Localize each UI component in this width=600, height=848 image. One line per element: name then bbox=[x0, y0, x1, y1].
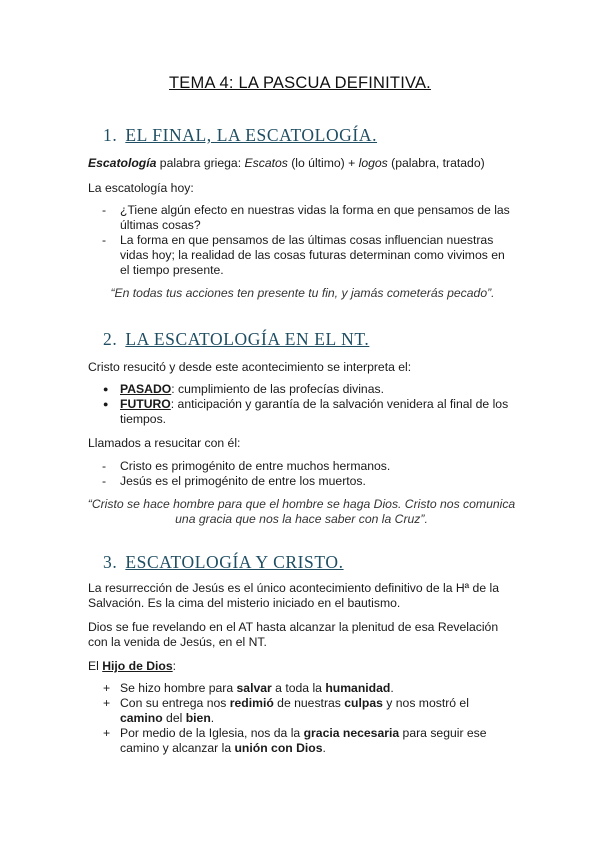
text: . bbox=[210, 711, 215, 725]
dash-marker: - bbox=[102, 459, 107, 473]
hijo-de-dios-intro bbox=[88, 659, 518, 674]
section-2-list bbox=[88, 459, 513, 489]
dash-marker: - bbox=[102, 203, 107, 217]
pasado-term: PASADO bbox=[120, 382, 172, 396]
def-text-a: palabra griega: bbox=[156, 156, 245, 170]
text: Por medio de la Iglesia, nos da la bbox=[120, 726, 304, 740]
list-item bbox=[88, 681, 513, 696]
dash-marker: - bbox=[102, 474, 107, 488]
escatologia-intro: La escatología hoy: bbox=[88, 181, 194, 195]
def-term: Escatología bbox=[88, 156, 157, 170]
section-2-intro: Cristo resucitó y desde este acontecimiento se interpreta el: bbox=[88, 360, 412, 374]
plus-marker: + bbox=[103, 696, 111, 710]
bold-text: bien bbox=[185, 711, 211, 725]
el-text: El bbox=[88, 659, 103, 673]
section-3-paragraph-2: Dios se fue revelando en el AT hasta alcanzar la plenitud de esa Revelación con la venida de Jesús, en el NT. bbox=[88, 620, 499, 649]
section-3-number: 3. bbox=[103, 552, 118, 572]
text: de nuestras bbox=[273, 696, 345, 710]
section-3-list bbox=[88, 681, 513, 756]
section-1-list bbox=[88, 203, 513, 278]
list-item-text: ¿Tiene algún efecto en nuestras vidas la forma en que pensamos de las últimas cosas? bbox=[120, 203, 510, 232]
hijo-de-dios-term: Hijo de Dios bbox=[102, 659, 173, 673]
section-3-paragraph-1: La resurrección de Jesús es el único acontecimiento definitivo de la Hª de la Salvación. Es la cima del misterio iniciado en el bautismo. bbox=[88, 581, 499, 610]
bold-text: redimió bbox=[229, 696, 274, 710]
section-3-title: ESCATOLOGÍA Y CRISTO. bbox=[125, 552, 344, 572]
list-item bbox=[88, 474, 513, 489]
text: del bbox=[162, 711, 186, 725]
text: . bbox=[322, 741, 326, 755]
def-logos: logos bbox=[358, 156, 388, 170]
list-item bbox=[88, 726, 513, 756]
text: a toda la bbox=[271, 681, 326, 695]
section-2-quote: “Cristo se hace hombre para que el hombre se haga Dios. Cristo nos comunica una gracia que nos la hace saber con la Cruz”. bbox=[87, 497, 516, 526]
called-intro: Llamados a resucitar con él: bbox=[88, 436, 241, 450]
list-item bbox=[88, 696, 513, 726]
pasado-text: : cumplimiento de las profecías divinas. bbox=[171, 382, 384, 396]
def-escatos: Escatos bbox=[244, 156, 288, 170]
plus-marker: + bbox=[103, 726, 111, 740]
section-1-quote: “En todas tus acciones ten presente tu fin, y jamás cometerás pecado”. bbox=[110, 286, 495, 300]
bullet-marker: ● bbox=[103, 399, 109, 409]
dash-marker: - bbox=[102, 233, 107, 247]
list-item-text: Jesús es el primogénito de entre los muertos. bbox=[120, 474, 366, 488]
list-item bbox=[88, 459, 513, 474]
bold-text: gracia necesaria bbox=[303, 726, 400, 740]
text: . bbox=[390, 681, 394, 695]
colon-text: : bbox=[172, 659, 177, 673]
futuro-term: FUTURO bbox=[120, 397, 171, 411]
text: para seguir ese camino y alcanzar la bbox=[120, 726, 487, 755]
bold-text: unión con Dios bbox=[234, 741, 323, 755]
text: Se hizo hombre para bbox=[120, 681, 237, 695]
section-1-heading bbox=[103, 125, 378, 145]
list-item bbox=[88, 233, 513, 278]
futuro-text: : anticipación y garantía de la salvación venidera al final de los tiempos. bbox=[120, 397, 509, 426]
bold-text: salvar bbox=[236, 681, 272, 695]
text: Con su entrega nos bbox=[120, 696, 230, 710]
list-item bbox=[88, 397, 513, 427]
list-item bbox=[88, 203, 513, 233]
section-3-heading bbox=[103, 552, 344, 572]
list-item bbox=[88, 382, 513, 397]
bold-text: camino bbox=[120, 711, 163, 725]
document-title: TEMA 4: LA PASCUA DEFINITIVA. bbox=[169, 74, 431, 92]
def-text-b: (lo último) + bbox=[287, 156, 359, 170]
def-text-c: (palabra, tratado) bbox=[387, 156, 485, 170]
bold-text: humanidad bbox=[325, 681, 391, 695]
section-2-bullets bbox=[88, 382, 513, 427]
text: y nos mostró el bbox=[382, 696, 469, 710]
escatologia-definition bbox=[88, 156, 518, 171]
bullet-marker: ● bbox=[103, 384, 109, 394]
list-item-text: Cristo es primogénito de entre muchos hermanos. bbox=[120, 459, 391, 473]
section-1-title: EL FINAL, LA ESCATOLOGÍA. bbox=[125, 125, 378, 145]
section-1-number: 1. bbox=[103, 125, 118, 145]
section-2-title: LA ESCATOLOGÍA EN EL NT. bbox=[125, 329, 370, 349]
section-2-number: 2. bbox=[103, 329, 118, 349]
plus-marker: + bbox=[103, 681, 111, 695]
list-item-text: La forma en que pensamos de las últimas cosas influencian nuestras vidas hoy; la realidad de las cosas futuras determinan como vivimos en el tiempo presente. bbox=[120, 233, 505, 277]
bold-text: culpas bbox=[344, 696, 383, 710]
section-2-heading bbox=[103, 329, 370, 349]
